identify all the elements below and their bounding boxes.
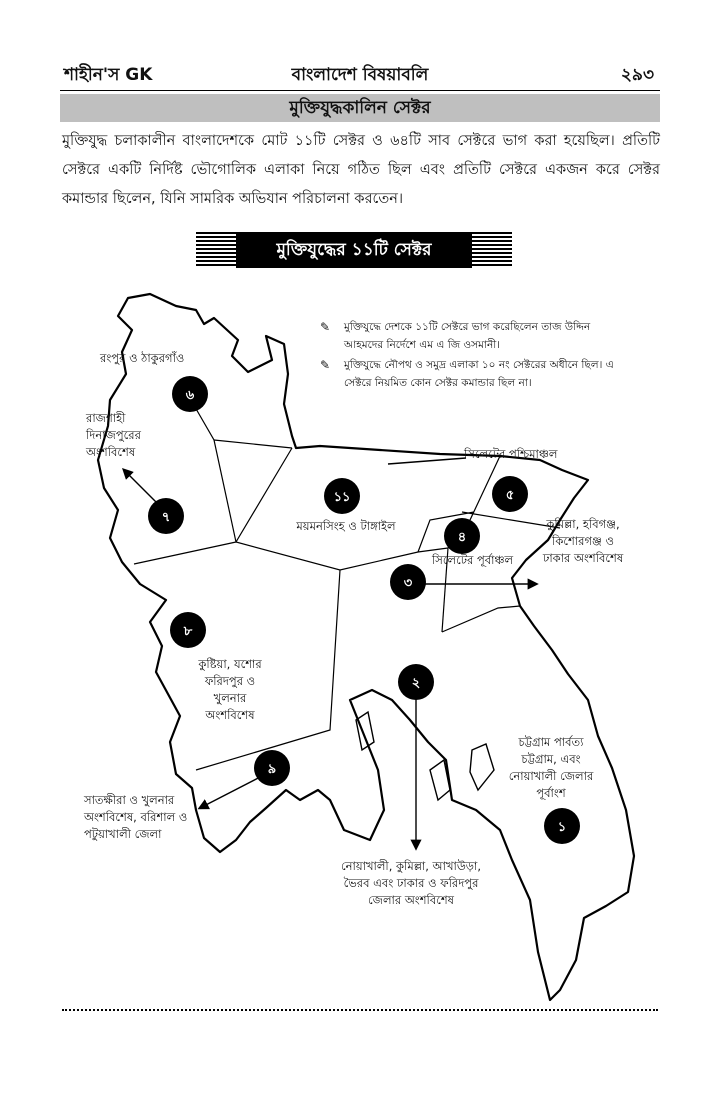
header-chapter-title: বাংলাদেশ বিষয়াবলি <box>291 65 429 85</box>
sector-8-label: কুষ্টিয়া, যশোর ফরিদপুর ও খুলনার অংশবিশেষ <box>198 657 262 722</box>
sector-1-label: চট্টগ্রাম পার্বত্য চট্টগ্রাম, এবং নোয়াখালী জেলার পূর্বাংশ <box>508 735 594 800</box>
sector-3-label: কুমিল্লা, হবিগঞ্জ, কিশোরগঞ্জ ও ঢাকার অংশবিশেষ <box>542 517 624 565</box>
sector-8-number: ৮ <box>183 624 193 639</box>
header-book-title: শাহীন'স GK <box>64 65 153 85</box>
footer-dotted-rule <box>62 1009 658 1011</box>
sector-11-number: ১১ <box>333 490 351 505</box>
sector-7-number: ৭ <box>161 510 171 525</box>
map-banner-title: মুক্তিযুদ্ধের ১১টি সেক্টর <box>236 232 472 268</box>
sector-3-number: ৩ <box>403 576 413 591</box>
sector-6-label: রংপুর ও ঠাকুরগাঁও <box>100 351 185 365</box>
sector-5-number: ৫ <box>505 488 515 503</box>
sector-2-label: নোয়াখালী, কুমিল্লা, আখাউড়া, ভৈরব এবং ঢাকার ও ফরিদপুর জেলার অংশবিশেষ <box>340 859 482 907</box>
intro-paragraph: মুক্তিযুদ্ধ চলাকালীন বাংলাদেশকে মোট ১১টি সেক্টর ও ৬৪টি সাব সেক্টরে ভাগ করা হয়েছিল। প্রতিটি সেক্টরে একটি নির্দিষ্ট ভৌগোলিক এলাকা নিয়ে গঠিত ছিল এবং প্রতিটি সেক্টরে একজন করে সেক্টর কমান্ডার ছিলেন, যিনি সামরিক অভিযান পরিচালনা করতেন। <box>62 133 660 207</box>
sector-4-label: সিলেটের পূর্বাঞ্চল <box>432 553 514 567</box>
sector-2-number: ২ <box>411 676 421 691</box>
sector-7-label: রাজশাহী দিনাজপুরের অংশবিশেষ <box>86 411 141 459</box>
label-arrows <box>124 458 536 848</box>
coastal-islands <box>356 712 494 800</box>
map-notes <box>318 318 622 394</box>
sector-4-number: ৪ <box>457 530 467 545</box>
sector-6-number: ৬ <box>185 388 195 403</box>
pen-icon: ✎ <box>320 320 331 334</box>
sector-5-label: সিলেটের পশ্চিমাঞ্চল <box>464 447 558 461</box>
note-text: মুক্তিযুদ্ধে নৌপথ ও সমুদ্র এলাকা ১০ নং সেক্টরের অধীনে ছিল। এ সেক্টরে নিয়মিত কোন সেক্টর কমান্ডার ছিল না। <box>344 359 614 389</box>
section-title: মুক্তিযুদ্ধকালিন সেক্টর <box>60 94 660 122</box>
page-number: ২৯৩ <box>620 65 654 85</box>
sector-11-label: ময়মনসিংহ ও টাঙ্গাইল <box>296 519 396 533</box>
sector-1-number: ১ <box>557 820 567 835</box>
sector-9-label: সাতক্ষীরা ও খুলনার অংশবিশেষ, বরিশাল ও পটুয়াখালী জেলা <box>84 793 188 841</box>
note-item <box>318 356 622 392</box>
note-item <box>318 318 622 354</box>
pen-icon: ✎ <box>320 358 331 372</box>
note-text: মুক্তিযুদ্ধে দেশকে ১১টি সেক্টরে ভাগ করেছিলেন তাজ উদ্দিন আহমদের নির্দেশে এম এ জি ওসমানী। <box>344 321 591 351</box>
sector-9-number: ৯ <box>267 762 277 777</box>
